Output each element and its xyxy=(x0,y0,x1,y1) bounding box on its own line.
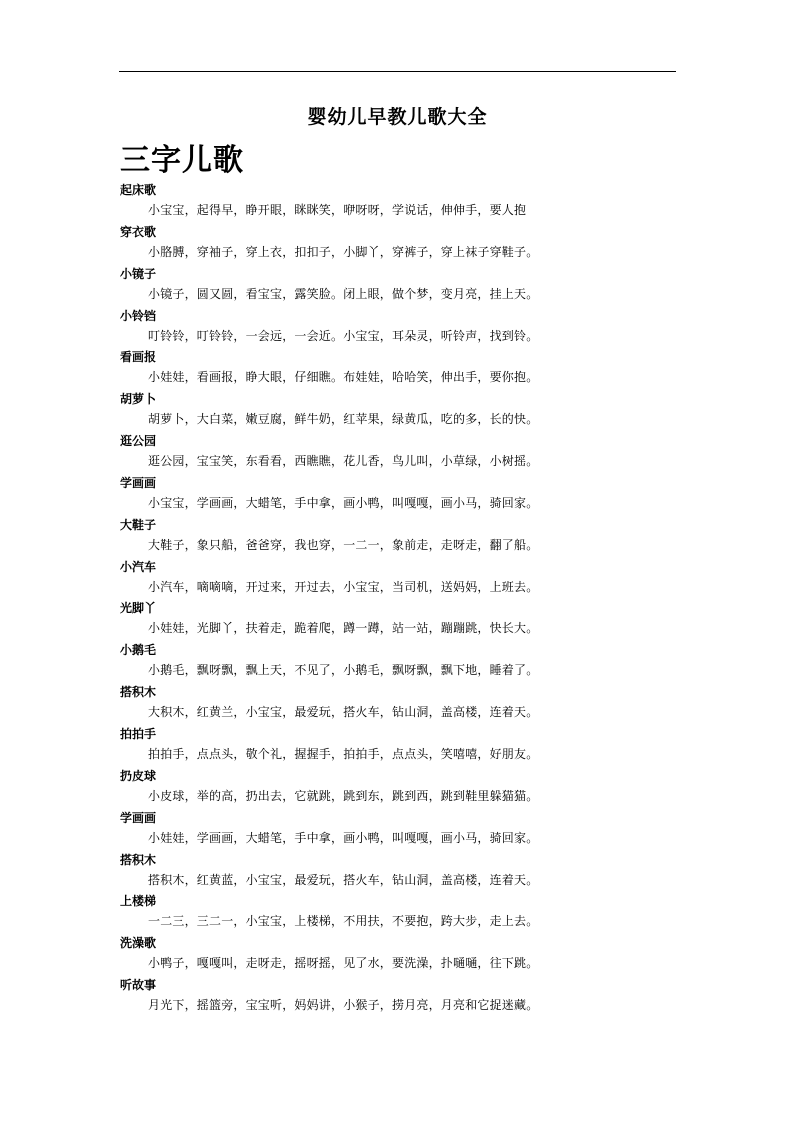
song-lyrics: 小宝宝，学画画，大蜡笔，手中拿，画小鸭，叫嘎嘎，画小马，骑回家。 xyxy=(148,495,539,510)
song-title: 学画画 xyxy=(120,810,157,825)
song-item xyxy=(119,222,599,264)
song-title: 光脚丫 xyxy=(120,601,157,616)
song-item xyxy=(119,850,599,892)
song-lyrics: 一二三，三二一，小宝宝，上楼梯，不用扶，不要抱，跨大步，走上去。 xyxy=(148,914,539,929)
song-item xyxy=(119,557,599,599)
song-lyrics: 逛公园，宝宝笑，东看看，西瞧瞧，花儿香，鸟儿叫，小草绿，小树摇。 xyxy=(148,454,539,469)
song-lyrics: 小娃娃，光脚丫，扶着走，跪着爬，蹲一蹲，站一站，蹦蹦跳，快长大。 xyxy=(148,621,539,636)
song-list xyxy=(119,180,599,1017)
song-title: 大鞋子 xyxy=(120,517,157,532)
song-item xyxy=(119,431,599,473)
song-item xyxy=(119,306,599,348)
song-lyrics: 小宝宝，起得早，睁开眼，眯眯笑，咿呀呀，学说话，伸伸手，要人抱 xyxy=(148,203,527,217)
song-title: 洗澡歌 xyxy=(120,936,157,951)
song-lyrics: 大鞋子，象只船，爸爸穿，我也穿，一二一，象前走，走呀走，翻了船。 xyxy=(148,537,539,552)
song-title: 逛公园 xyxy=(120,434,157,449)
song-item xyxy=(119,808,599,850)
song-title: 起床歌 xyxy=(120,183,157,197)
song-lyrics: 小胳膊，穿袖子，穿上衣，扣扣子，小脚丫，穿裤子，穿上袜子穿鞋子。 xyxy=(148,244,539,259)
song-title: 小汽车 xyxy=(120,559,157,574)
song-title: 上楼梯 xyxy=(120,894,157,909)
song-item xyxy=(119,180,599,222)
song-lyrics: 小娃娃，看画报，睁大眼，仔细瞧。布娃娃，哈哈笑，伸出手，要你抱。 xyxy=(148,370,539,385)
song-title: 小铃铛 xyxy=(120,308,157,323)
song-item xyxy=(119,933,599,975)
song-item xyxy=(119,640,599,682)
song-lyrics: 小汽车，嘀嘀嘀，开过来，开过去，小宝宝，当司机，送妈妈，上班去。 xyxy=(148,579,539,594)
song-title: 学画画 xyxy=(120,475,157,490)
song-lyrics: 叮铃铃，叮铃铃，一会远，一会近。小宝宝，耳朵灵，听铃声，找到铃。 xyxy=(148,328,539,343)
song-lyrics: 小皮球，举的高，扔出去，它就跳，跳到东，跳到西，跳到鞋里躲猫猫。 xyxy=(148,788,539,803)
song-item xyxy=(119,598,599,640)
song-title: 看画报 xyxy=(120,350,157,365)
document-title: 婴幼儿早教儿歌大全 xyxy=(307,106,488,128)
song-lyrics: 拍拍手，点点头，敬个礼，握握手，拍拍手，点点头，笑嘻嘻，好朋友。 xyxy=(148,746,539,761)
song-title: 搭积木 xyxy=(120,685,157,700)
song-title: 听故事 xyxy=(120,978,157,993)
song-item xyxy=(119,975,599,1017)
song-item xyxy=(119,766,599,808)
song-title: 小镜子 xyxy=(120,266,157,281)
song-title: 搭积木 xyxy=(120,852,157,867)
song-item xyxy=(119,891,599,933)
song-lyrics: 小鹅毛，飘呀飘，飘上天，不见了，小鹅毛，飘呀飘，飘下地，睡着了。 xyxy=(148,663,539,678)
song-lyrics: 搭积木，红黄蓝，小宝宝，最爱玩，搭火车，钻山洞，盖高楼，连着天。 xyxy=(148,872,539,887)
song-item xyxy=(119,347,599,389)
song-title: 穿衣歌 xyxy=(120,224,157,239)
song-item xyxy=(119,389,599,431)
song-item xyxy=(119,264,599,306)
song-lyrics: 大积木，红黄兰，小宝宝，最爱玩，搭火车，钻山洞，盖高楼，连着天。 xyxy=(148,705,539,720)
song-lyrics: 小鸭子，嘎嘎叫，走呀走，摇呀摇，见了水，要洗澡，扑嗵嗵，往下跳。 xyxy=(148,956,539,971)
song-title: 扔皮球 xyxy=(120,768,157,783)
header-rule xyxy=(119,71,676,72)
song-item xyxy=(119,515,599,557)
song-item xyxy=(119,682,599,724)
song-title: 胡萝卜 xyxy=(120,392,157,407)
song-lyrics: 月光下，摇篮旁，宝宝听，妈妈讲，小猴子，捞月亮，月亮和它捉迷藏。 xyxy=(148,998,539,1013)
song-title: 拍拍手 xyxy=(120,726,157,741)
song-item xyxy=(119,724,599,766)
song-title: 小鹅毛 xyxy=(120,643,157,658)
song-item xyxy=(119,473,599,515)
song-lyrics: 小镜子，圆又圆，看宝宝，露笑脸。闭上眼，做个梦，变月亮，挂上天。 xyxy=(148,286,539,301)
song-lyrics: 胡萝卜，大白菜，嫩豆腐，鲜牛奶，红苹果，绿黄瓜，吃的多，长的快。 xyxy=(148,412,539,427)
section-heading: 三字儿歌 xyxy=(120,143,244,178)
song-lyrics: 小娃娃，学画画，大蜡笔，手中拿，画小鸭，叫嘎嘎，画小马，骑回家。 xyxy=(148,830,539,845)
